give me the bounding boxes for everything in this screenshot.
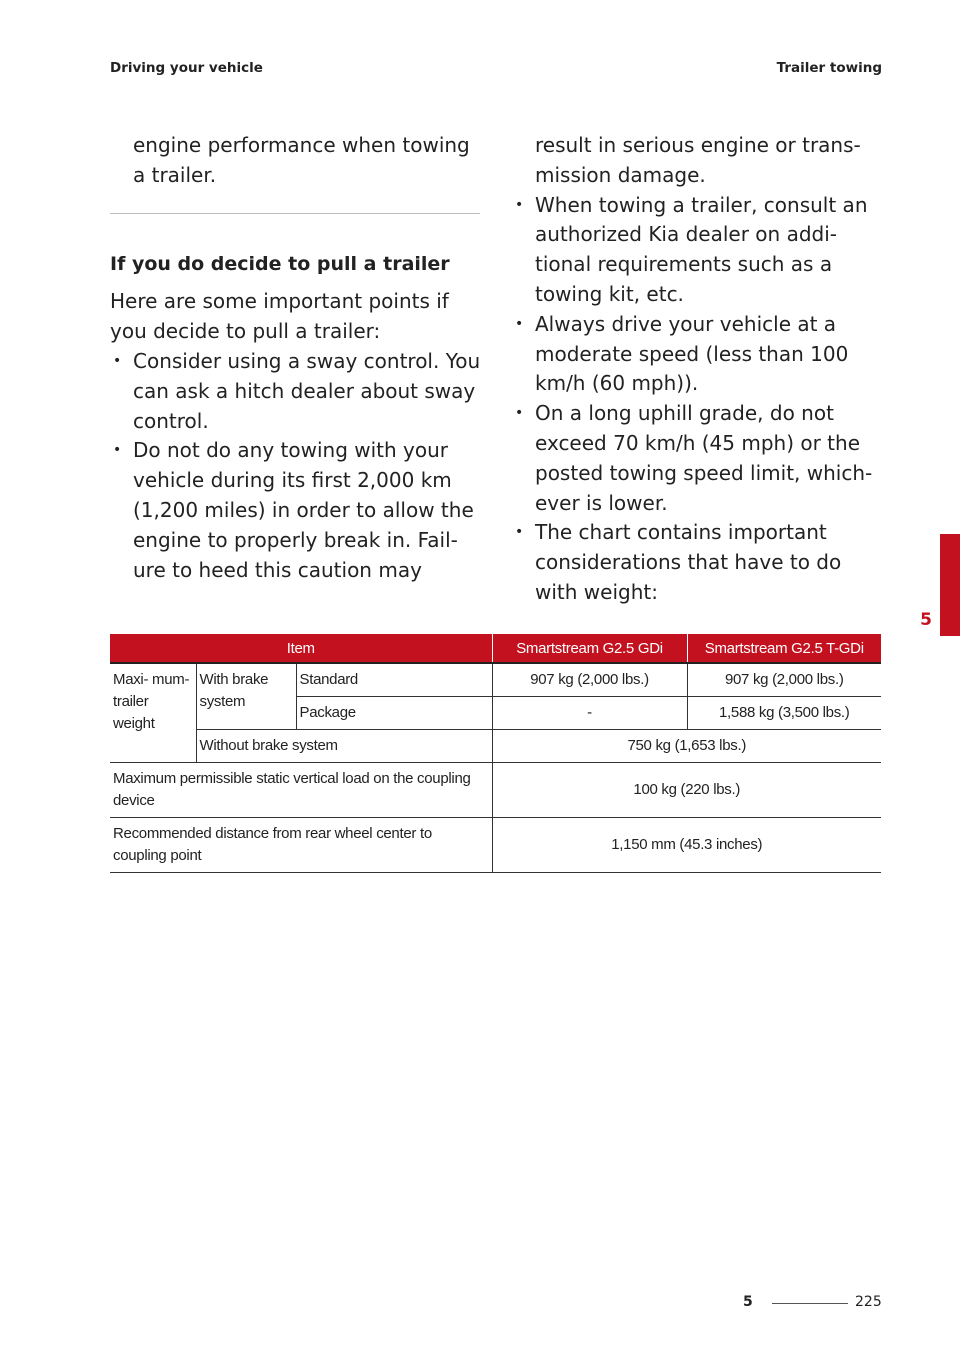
- package-tgdi-value: 1,588 kg (3,500 lbs.): [687, 697, 881, 730]
- package-label: Package: [296, 697, 492, 730]
- footer-chapter: 5: [743, 1294, 753, 1310]
- page-number: 225: [855, 1294, 882, 1310]
- standard-label: Standard: [296, 663, 492, 697]
- table-row: [110, 730, 881, 763]
- chapter-number: 5: [920, 610, 932, 630]
- chapter-tab-marker: [940, 534, 960, 636]
- bullet-item: • The chart contains important considerations that have to do with weight:: [512, 518, 884, 607]
- section-divider: [110, 213, 480, 214]
- trailer-weight-table: [110, 634, 881, 873]
- without-brake-value: 750 kg (1,653 lbs.): [492, 730, 881, 763]
- with-brake-label: With brake system: [196, 663, 296, 730]
- header-item: Item: [110, 634, 492, 663]
- bullet-item: • On a long uphill grade, do not exceed 70 km/h (45 mph) or the posted towing speed limit, which- ever is lower.: [512, 399, 884, 518]
- standard-tgdi-value: 907 kg (2,000 lbs.): [687, 663, 881, 697]
- section-title: If you do decide to pull a trailer: [110, 252, 450, 275]
- header-g25-gdi: Smartstream G2.5 GDi: [492, 634, 687, 663]
- running-header-left: Driving your vehicle: [110, 60, 263, 76]
- standard-g25-value: 907 kg (2,000 lbs.): [492, 663, 687, 697]
- bullet-item: • Do not do any towing with your vehicle during its first 2,000 km (1,200 miles) in order to allow the engine to properly break in. Fail- ure to heed this caution may: [110, 436, 482, 585]
- running-header-right: Trailer towing: [776, 60, 882, 76]
- bullet-list: [512, 191, 884, 608]
- table-header-row: [110, 634, 881, 663]
- continued-text: result in serious engine or trans- mission damage.: [535, 133, 861, 187]
- package-g25-value: -: [492, 697, 687, 730]
- right-column: [512, 131, 884, 608]
- table-row: [110, 663, 881, 697]
- max-trailer-weight-label: Maxi- mum- trailer weight: [110, 663, 196, 763]
- bullet-item: • Always drive your vehicle at a moderate speed (less than 100 km/h (60 mph)).: [512, 310, 884, 399]
- intro-paragraph: Here are some important points if you decide to pull a trailer:: [110, 289, 449, 344]
- table-row: [110, 763, 881, 818]
- header-g25-tgdi: Smartstream G2.5 T-GDi: [687, 634, 881, 663]
- distance-label: Recommended distance from rear wheel center to coupling point: [110, 818, 492, 873]
- bullet-item: • Consider using a sway control. You can ask a hitch dealer about sway control.: [110, 347, 482, 436]
- continued-text: engine performance when towing a trailer.: [133, 133, 470, 187]
- distance-value: 1,150 mm (45.3 inches): [492, 818, 881, 873]
- table-row: [110, 818, 881, 873]
- static-load-label: Maximum permissible static vertical load on the coupling device: [110, 763, 492, 818]
- bullet-item: • When towing a trailer, consult an authorized Kia dealer on addi- tional requirements such as a towing kit, etc.: [512, 191, 884, 310]
- left-column: [110, 131, 482, 585]
- bullet-list: [110, 347, 482, 585]
- static-load-value: 100 kg (220 lbs.): [492, 763, 881, 818]
- footer-divider: [772, 1303, 848, 1304]
- without-brake-label: Without brake system: [196, 730, 492, 763]
